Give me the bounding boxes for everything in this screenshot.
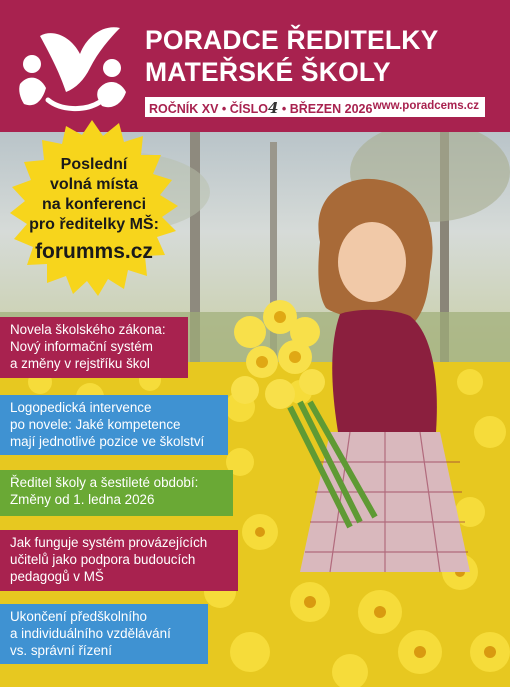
article-tile-preschool-education[interactable] (0, 604, 208, 664)
article-line: pedagogů v MŠ (10, 569, 104, 584)
article-line: učitelů jako podpora budoucích (10, 552, 196, 567)
conference-badge-text (20, 155, 168, 267)
badge-line-4: pro ředitelky MŠ: (29, 216, 159, 233)
children-logo-icon (14, 18, 130, 118)
website-link[interactable]: www.poradcems.cz (372, 100, 479, 112)
article-tile-school-law[interactable] (0, 317, 188, 378)
masthead (0, 0, 510, 132)
issue-bar (145, 97, 485, 117)
article-line: po novele: Jaké kompetence (10, 417, 181, 432)
issue-number: 4 (267, 99, 279, 117)
article-line: Změny od 1. ledna 2026 (10, 492, 155, 507)
issue-date: • BŘEZEN 2026 (281, 102, 373, 116)
article-line: Ukončení předškolního (10, 609, 147, 624)
article-tile-director-term[interactable] (0, 470, 233, 516)
article-line: Ředitel školy a šestileté období: (10, 475, 199, 490)
badge-line-3: na konferenci (41, 196, 147, 213)
badge-line-1: Poslední (60, 156, 128, 173)
article-line: vs. správní řízení (10, 643, 112, 658)
article-line: mají jednotlivé pozice ve školství (10, 434, 205, 449)
article-line: Jak funguje systém provázejících (10, 535, 208, 550)
issue-prefix: ROČNÍK XV • ČÍSLO (149, 102, 268, 116)
article-line: a individuálního vzdělávání (10, 626, 171, 641)
badge-url[interactable]: forumms.cz (35, 240, 153, 263)
article-line: a změny v rejstříku škol (10, 356, 150, 371)
issue-info (149, 99, 372, 117)
article-tile-speech-therapy[interactable] (0, 395, 228, 455)
magazine-title (145, 24, 438, 88)
article-line: Novela školského zákona: (10, 322, 166, 337)
title-line-2: MATEŘSKÉ ŠKOLY (145, 57, 391, 87)
article-line: Logopedická intervence (10, 400, 152, 415)
article-tile-mentoring[interactable] (0, 530, 238, 591)
article-line: Nový informační systém (10, 339, 153, 354)
title-line-1: PORADCE ŘEDITELKY (145, 25, 439, 55)
badge-line-2: volná místa (49, 176, 139, 193)
